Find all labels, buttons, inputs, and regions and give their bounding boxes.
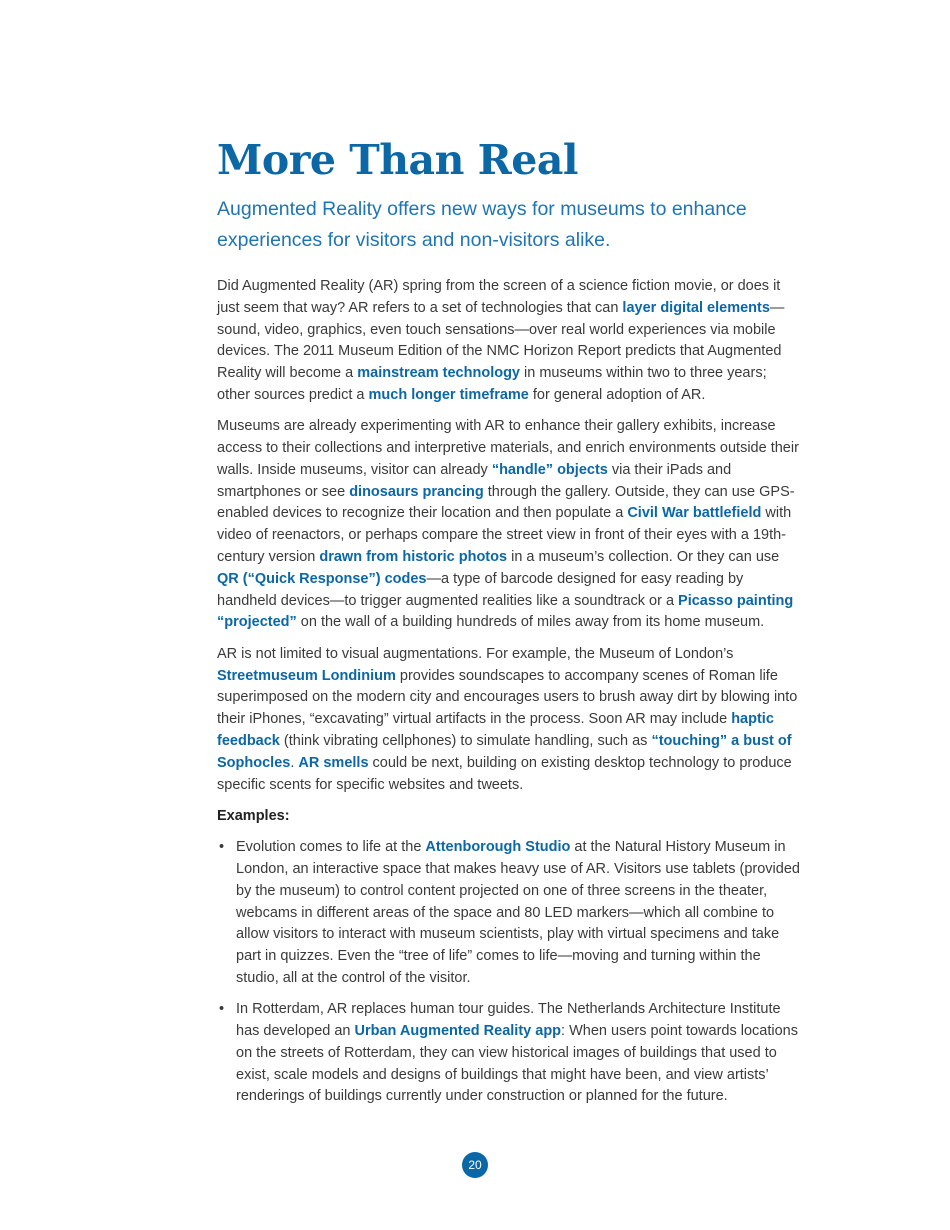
text-run: with video of reenactors, or perhaps compare the street view in front of their eyes with a 19th-century version	[217, 505, 792, 566]
text-run: —a type of barcode designed for easy reading by handheld devices—to trigger augmented realities like a soundtrack or a	[217, 570, 744, 609]
inline-link[interactable]: Civil War battlefield	[627, 505, 762, 522]
text-run: on the wall of a building hundreds of miles away from its home museum.	[296, 614, 765, 631]
inline-link[interactable]: Attenborough Studio	[425, 839, 571, 856]
text-run: provides soundscapes to accompany scenes of Roman life superimposed on the modern city and encourages users to brush away dirt by blowing into their iPhones, “excavating” virtual artifacts in the process. Soon AR may include	[217, 667, 798, 728]
paragraph	[217, 276, 803, 407]
subtitle: Augmented Reality offers new ways for museums to enhance experiences for visitors and non-visitors alike.	[217, 198, 747, 251]
text-run: .	[290, 754, 299, 771]
text-run: In Rotterdam, AR replaces human tour guides. The Netherlands Architecture Institute has developed an	[236, 1001, 781, 1039]
text-run: for general adoption of AR.	[528, 386, 706, 403]
examples-heading: Examples:	[217, 808, 290, 825]
bullet-icon: •	[219, 1001, 225, 1018]
examples-list	[217, 837, 803, 1108]
text-run: at the Natural History Museum in London, an interactive space that makes heavy use of AR. Visitors use tablets (provided by the museum) to control content projected on one of three screens in the theater, webcams in different areas of the space and 80 LED markers—which all combine to allow visitors to interact with museum scientists, play with virtual specimens and take part in quizzes. Even the “tree of life” comes to life—moving and turning within the studio, all at the control of the visitor.	[236, 839, 800, 986]
text-run: could be next, building on existing desktop technology to produce specific scents for specific websites and tweets.	[217, 754, 792, 793]
inline-link[interactable]: dinosaurs prancing	[349, 483, 484, 500]
text-run: in museums within two to three years; other sources predict a	[217, 365, 767, 403]
inline-link[interactable]: Picasso painting “projected”	[217, 592, 794, 631]
text-run: AR is not limited to visual augmentations. For example, the Museum of London’s	[217, 645, 734, 662]
inline-link[interactable]: QR (“Quick Response”) codes	[217, 570, 427, 587]
text-run: Evolution comes to life at the	[236, 839, 426, 856]
article	[217, 136, 803, 1118]
inline-link[interactable]: Urban Augmented Reality app	[354, 1023, 562, 1039]
bullet-icon: •	[219, 839, 225, 856]
text-run: —sound, video, graphics, even touch sensations—over real world experiences via mobile devices. The 2011 Museum Edition of the NMC Horizon Report predicts that Augmented Reality will become a	[217, 299, 785, 382]
inline-link[interactable]: haptic feedback	[217, 711, 774, 749]
inline-link[interactable]: mainstream technology	[357, 365, 520, 382]
inline-link[interactable]: layer digital elements	[622, 299, 770, 316]
page-title: More Than Real	[217, 136, 578, 184]
list-item	[217, 999, 803, 1108]
inline-link[interactable]: “handle” objects	[491, 461, 608, 478]
inline-link[interactable]: much longer timeframe	[368, 386, 529, 403]
paragraph	[217, 644, 803, 797]
text-run: through the gallery. Outside, they can use GPS-enabled devices to recognize their location and then populate a	[217, 483, 795, 522]
inline-link[interactable]: “touching” a bust of Sophocles	[217, 732, 792, 771]
inline-link[interactable]: Streetmuseum Londinium	[217, 667, 396, 684]
text-run: in a museum’s collection. Or they can use	[507, 549, 780, 566]
inline-link[interactable]: drawn from historic photos	[319, 549, 508, 566]
text-run: (think vibrating cellphones) to simulate handling, such as	[279, 732, 652, 749]
text-run: : When users point towards locations on the streets of Rotterdam, they can view historical images of buildings that used to exist, scale models and designs of buildings that might have been, and view artists’ renderings of buildings currently under construction or planned for the future.	[236, 1023, 798, 1105]
page-number-badge: 20	[462, 1152, 488, 1178]
text-run: Museums are already experimenting with AR to enhance their gallery exhibits, increase access to their collections and interpretive materials, and enrich environments outside their walls. Inside museums, visitor can already	[217, 418, 799, 478]
list-item	[217, 837, 803, 990]
body-paragraphs	[217, 276, 803, 796]
text-run: via their iPads and smartphones or see	[217, 461, 732, 500]
inline-link[interactable]: AR smells	[298, 754, 369, 771]
text-run: Did Augmented Reality (AR) spring from the screen of a science fiction movie, or does it just seem that way? AR refers to a set of technologies that can	[217, 278, 781, 316]
paragraph	[217, 416, 803, 634]
